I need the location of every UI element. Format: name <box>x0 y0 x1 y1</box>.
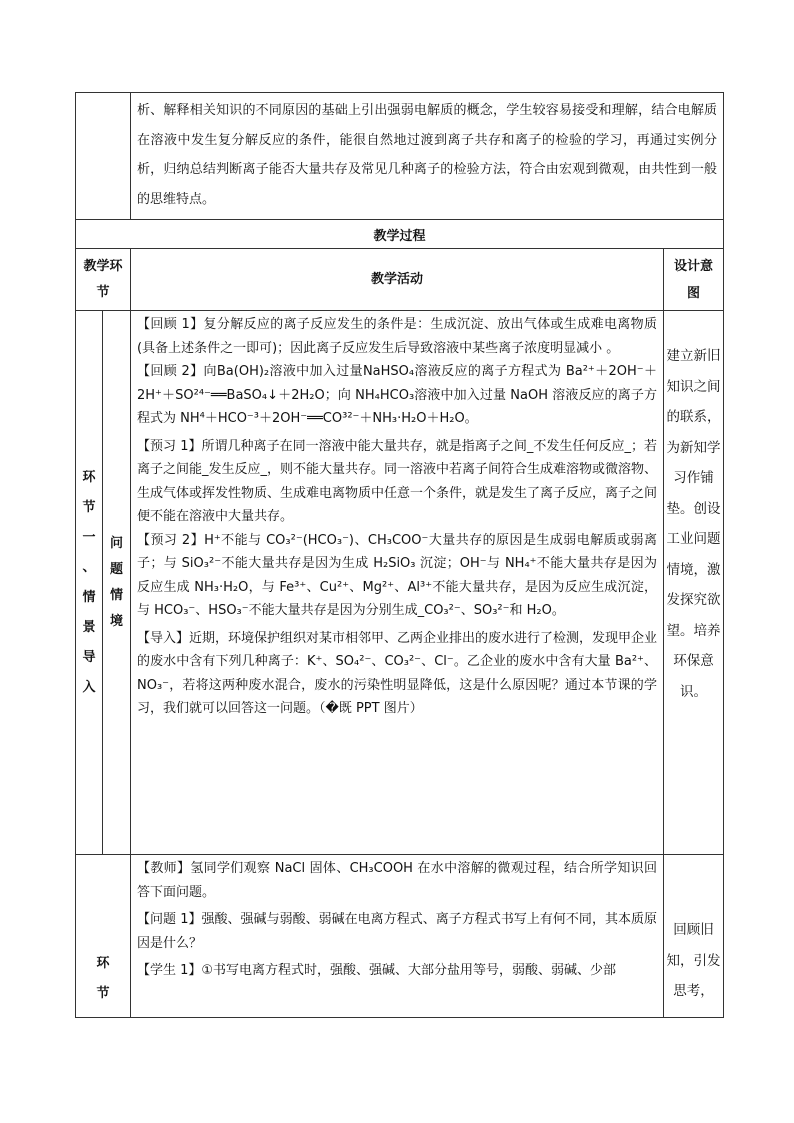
lead-in-paragraph: 【导入】近期，环境保护组织对某市相邻甲、乙两企业排出的废水进行了检测，发现甲企业的废水中含有下列几种离子：K⁺、SO₄²⁻、CO₃²⁻、Cl⁻。乙企业的废水中含有大量 Ba²⁺、NO₃⁻，若将这两种废水混合，废水的污染性明显降低，这是什么原因呢？通过本节课的学习，我们就可以回答这一问题。（�既 PPT 图片） <box>137 630 658 716</box>
teacher-paragraph: 【教师】氢同学们观察 NaCl 固体、CH₃COOH 在水中溶解的微观过程，结合所学知识回答下面问题。 <box>137 861 657 900</box>
stage1-label-char: 环 <box>82 469 96 485</box>
stage2-label <box>76 855 131 1018</box>
stage1-activity <box>131 311 663 721</box>
header-activity: 教学活动 <box>131 249 664 311</box>
review-1-paragraph: 【回顾 1】复分解反应的离子反应发生的条件是：生成沉淀、放出气体或生成难电离物质(具备上述条件之一即可)；因此离子反应发生后导致溶液中某些离子浓度明显减小 。 <box>137 317 657 356</box>
stage1-label-char: 入 <box>82 679 96 695</box>
review-2-paragraph: 【回顾 2】向Ba(OH)₂溶液中加入过量NaHSO₄溶液反应的离子方程式为 Ba²⁺＋2OH⁻＋2H⁺＋SO²⁴⁻══BaSO₄↓＋2H₂O；向 NH₄HCO₃溶液中加入过量 NaOH 溶液反应的离子方程式为 NH⁴＋HCO⁻³＋2OH⁻══CO³²⁻＋NH₃·H₂O＋H₂O。 <box>137 364 657 426</box>
stage2-label-char: 环 <box>96 956 110 971</box>
stage1-label-char: 、 <box>82 559 96 575</box>
stage1-label-char: 情 <box>82 589 96 605</box>
stage1-row <box>76 311 724 855</box>
stage1-label-char: 一 <box>82 529 96 545</box>
stage1-sub-label-char: 情 <box>109 587 123 603</box>
header-stage: 教学环节 <box>76 249 131 311</box>
intro-row <box>76 93 724 220</box>
student-1-paragraph: 【学生 1】①书写电离方程式时，强酸、强碱、大部分盐用等号，弱酸、弱碱、少部 <box>137 963 617 978</box>
intro-blank-cell <box>76 93 131 220</box>
stage1-label-char: 导 <box>82 649 96 665</box>
stage1-label-char: 节 <box>82 499 96 515</box>
section-title: 教学过程 <box>76 220 724 249</box>
stage1-sub-label <box>103 311 131 855</box>
stage1-sub-label-char: 题 <box>109 561 123 577</box>
stage1-intent: 建立新旧知识之间的联系，为新知学习作铺垫。创设工业问题情境，激发探究欲望。培养环保意识。 <box>666 348 721 700</box>
intro-text: 析、解释相关知识的不同原因的基础上引出强弱电解质的概念，学生较容易接受和理解，结合电解质在溶液中发生复分解反应的条件，能很自然地过渡到离子共存和离子的检验的学习，再通过实例分析，归纳总结判断离子能否大量共存及常见几种离子的检验方法，符合由宏观到微观，由共性到一般的思维特点。 <box>137 103 718 207</box>
stage2-activity <box>131 855 663 1017</box>
question-1-paragraph: 【问题 1】强酸、强碱与弱酸、弱碱在电离方程式、离子方程式书写上有何不同，其本质原因是什么？ <box>137 912 657 951</box>
stage1-sub-label-char: 问 <box>109 535 123 551</box>
stage2-label-char: 节 <box>96 986 110 1001</box>
teaching-table <box>75 92 724 1018</box>
preview-2-paragraph: 【预习 2】H⁺不能与 CO₃²⁻(HCO₃⁻)、CH₃COO⁻大量共存的原因是生成弱电解质或弱离子；与 SiO₃²⁻不能大量共存是因为生成 H₂SiO₃ 沉淀；OH⁻与 NH₄⁺不能大量共存是因为反应生成 NH₃·H₂O，与 Fe³⁺、Cu²⁺、Mg²⁺、Al³⁺不能大量共存，是因为反应生成沉淀，与 HCO₃⁻、HSO₃⁻不能大量共存是因为分别生成_CO₃²⁻、SO₃²⁻和 H₂O。 <box>137 532 657 618</box>
stage2-intent: 回顾旧知，引发思考， <box>666 922 721 999</box>
stage1-label-char: 景 <box>82 619 96 635</box>
header-intent: 设计意图 <box>664 249 724 311</box>
stage2-row <box>76 855 724 1018</box>
stage1-sub-label-char: 境 <box>109 613 123 629</box>
preview-1-paragraph: 【预习 1】所谓几种离子在同一溶液中能大量共存，就是指离子之间_不发生任何反应_；若离子之间能_发生反应_，则不能大量共存。同一溶液中若离子间符合生成难溶物或微溶物、生成气体或挥发性物质、生成难电离物质中任意一个条件，就是发生了离子反应，离子之间便不能在溶液中大量共存。 <box>137 438 658 524</box>
stage1-label <box>76 311 103 855</box>
